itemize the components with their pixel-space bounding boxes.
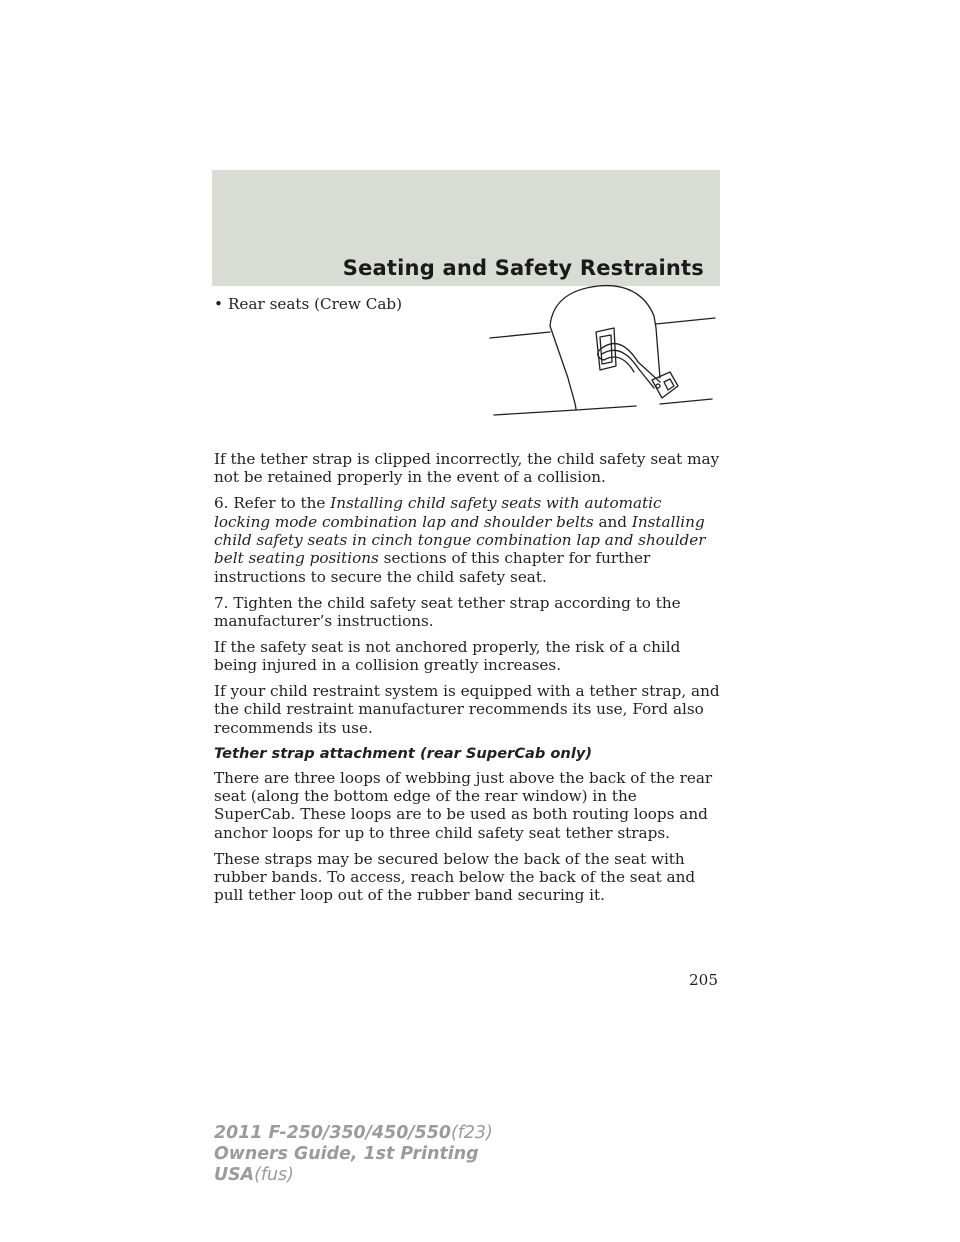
footer-market-code: (fus) (254, 1165, 294, 1185)
footer-line-2: Owners Guide, 1st Printing (214, 1144, 479, 1164)
paragraph: If your child restraint system is equipped with a tether strap, and the child restraint manufacturer recommends its use, Ford also recommends its use. (214, 682, 720, 737)
footer-market: USA (214, 1165, 255, 1185)
tether-anchor-strap-illustration (488, 282, 718, 418)
paragraph-step-6 (214, 494, 722, 586)
subsection-heading: Tether strap attachment (rear SuperCab only) (214, 744, 593, 762)
footer-model-code: (f23) (450, 1123, 493, 1143)
paragraph-step-7: 7. Tighten the child safety seat tether strap according to the manufacturer’s instructions. (214, 593, 681, 631)
paragraph: These straps may be secured below the back of the seat with rubber bands. To access, reach below the back of the seat and pull tether loop out of the rubber band securing it. (214, 849, 696, 905)
step-6-and: and (593, 512, 632, 531)
section-header-band (212, 170, 720, 286)
paragraph: If the tether strap is clipped incorrectly, the child safety seat may not be retained properly in the event of a collision. (214, 450, 720, 487)
body-text (214, 450, 722, 912)
step-6-intro: 6. Refer to the (214, 494, 331, 513)
footer-line-3 (214, 1165, 493, 1186)
paragraph: There are three loops of webbing just above the back of the rear seat (along the bottom edge of the rear window) in the SuperCab. These loops are to be used as both routing loops and anchor loops for up to three child safety seat tether straps. (214, 768, 713, 842)
section-title: Seating and Safety Restraints (342, 256, 704, 280)
document-footer (214, 1123, 493, 1186)
bullet-symbol: • (214, 295, 223, 313)
footer-model: 2011 F-250/350/450/550 (214, 1123, 451, 1143)
footer-line-1 (214, 1123, 493, 1144)
step-6-outro: sections of this chapter for further instructions to secure the child safety seat. (214, 549, 651, 586)
page-number: 205 (689, 971, 718, 989)
reference-title-2: Installing child safety seats in cinch tongue combination lap and shoulder belt seating positions (214, 512, 706, 568)
bullet-text: Rear seats (Crew Cab) (228, 295, 403, 313)
bullet-item (214, 295, 402, 314)
reference-title-1: Installing child safety seats with automatic locking mode combination lap and shoulder belts (214, 494, 662, 531)
paragraph: If the safety seat is not anchored properly, the risk of a child being injured in a collision greatly increases. (214, 637, 681, 675)
